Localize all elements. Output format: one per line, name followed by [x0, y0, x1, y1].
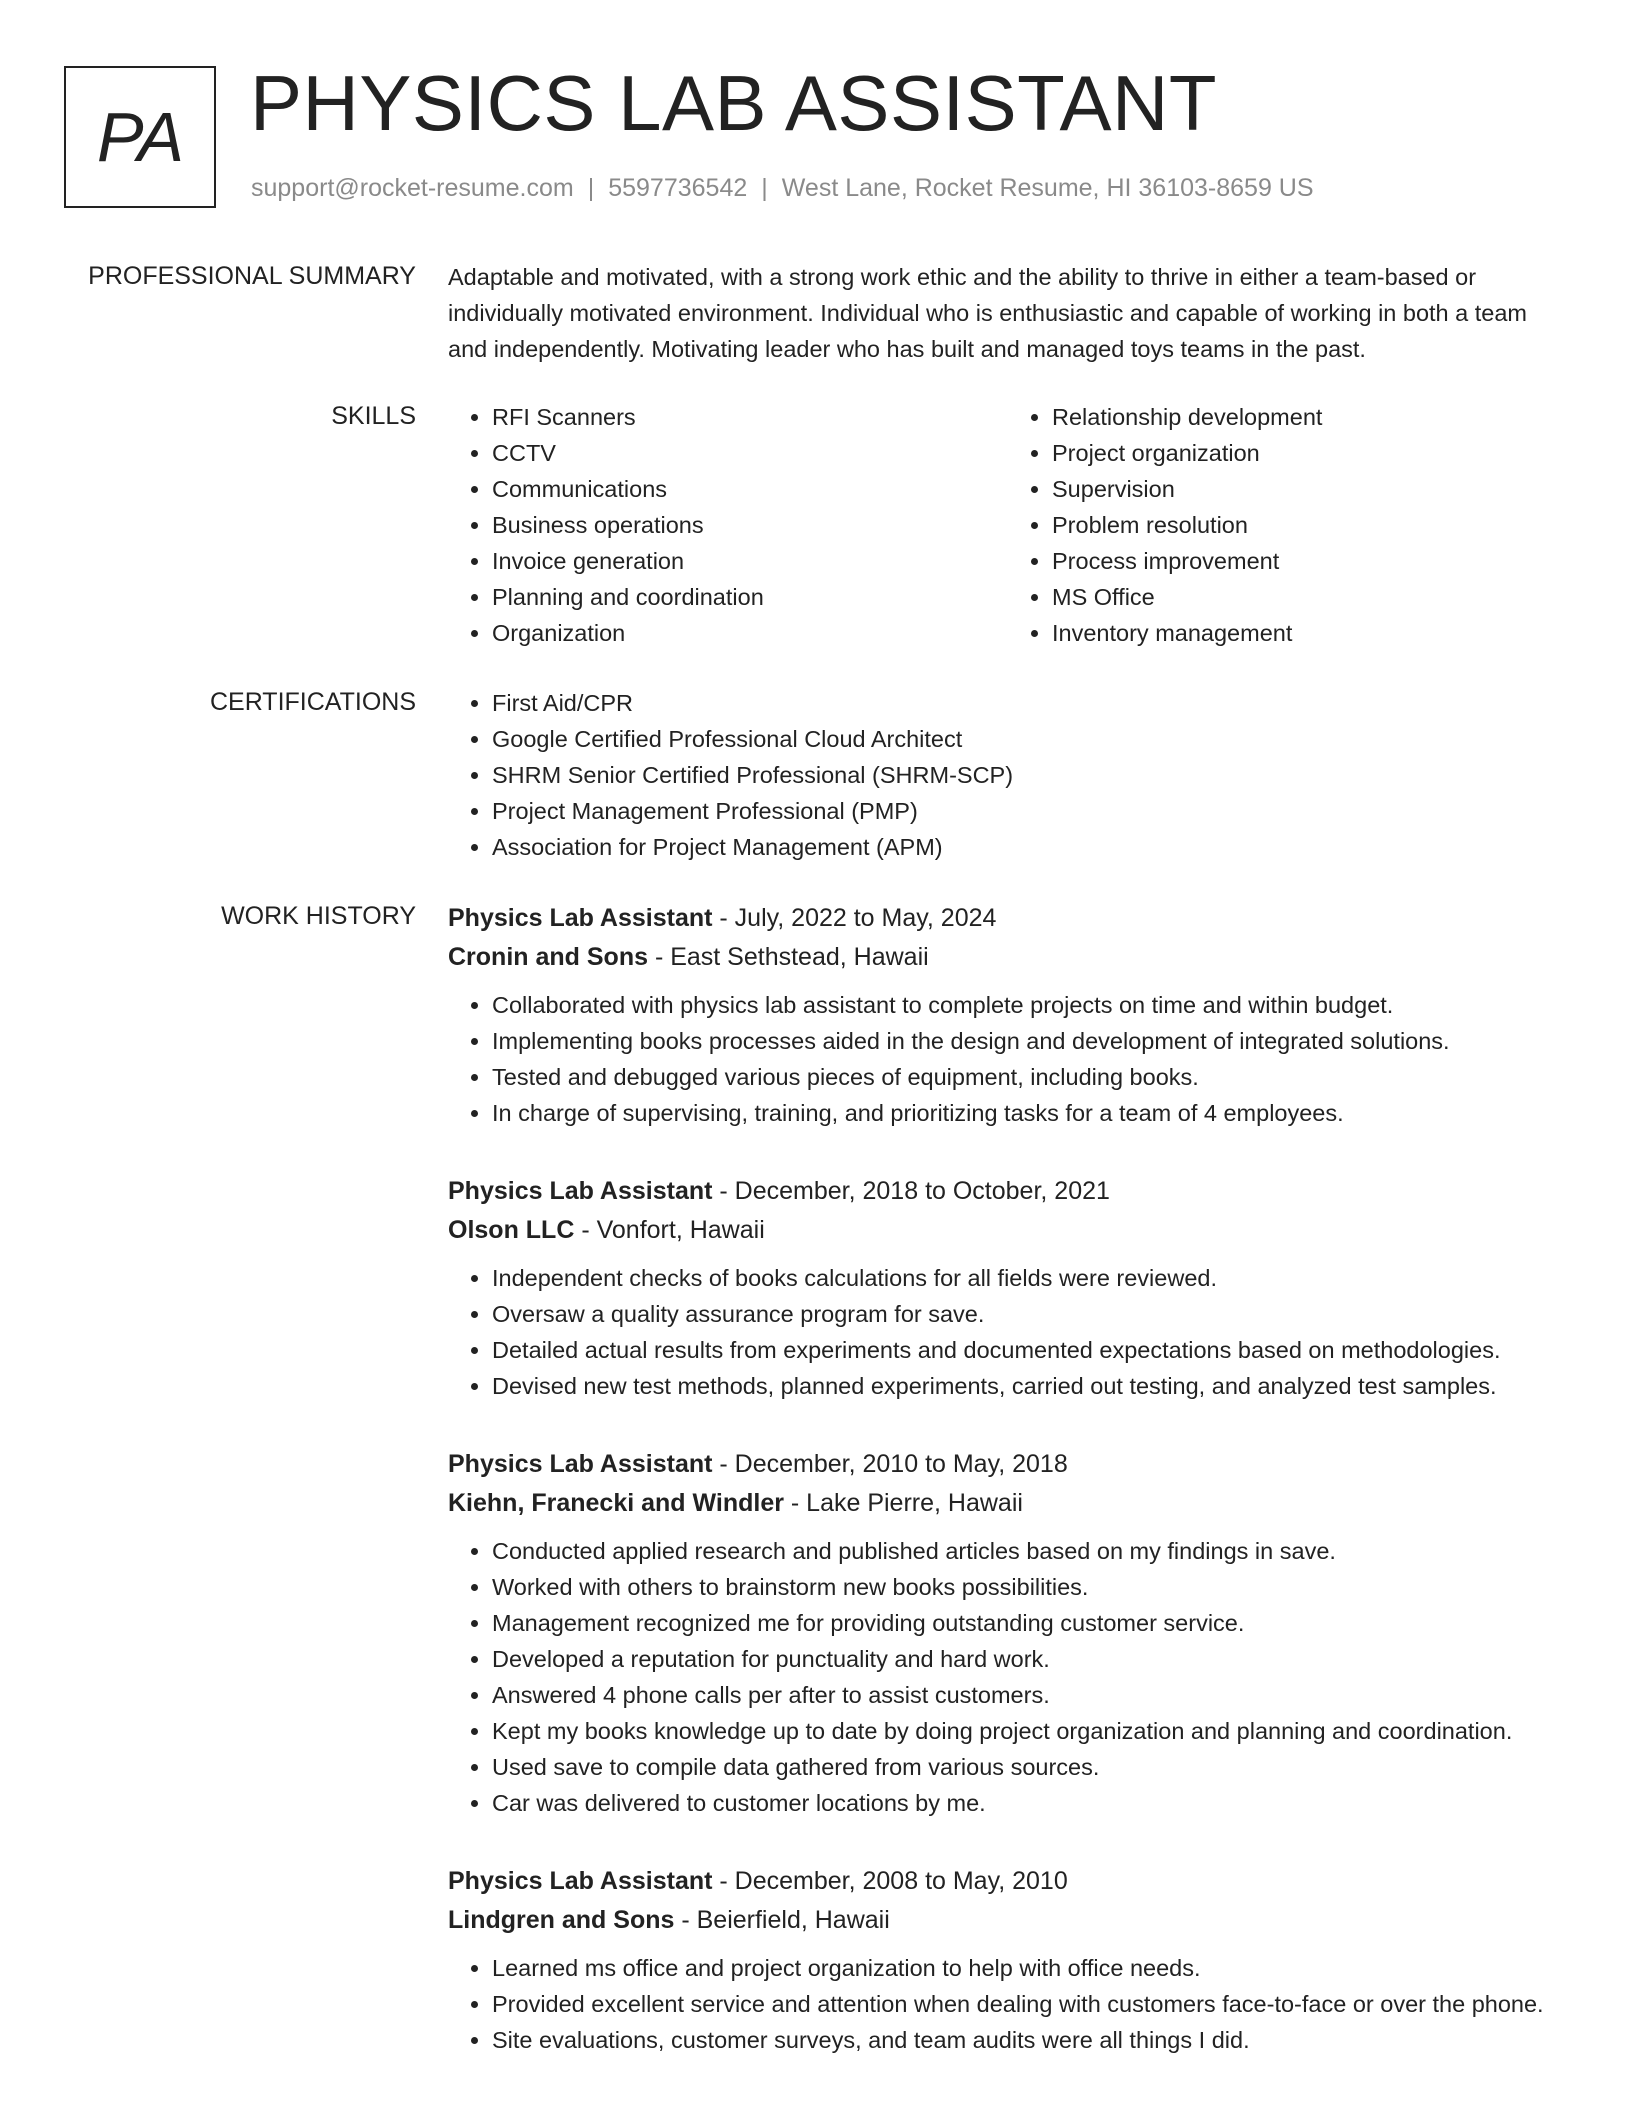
- section-label-summary: PROFESSIONAL SUMMARY: [88, 262, 416, 290]
- skills-list-left: [448, 399, 1008, 651]
- job-company: Olson LLC: [448, 1216, 575, 1244]
- job-bullet: • Conducted applied research and published articles based on my findings in save.: [492, 1533, 1568, 1569]
- summary-body: [448, 259, 1568, 367]
- skills-body: [448, 399, 1568, 651]
- job-bullet: • Developed a reputation for punctuality and hard work.: [492, 1641, 1568, 1677]
- job-location: - Vonfort, Hawaii: [574, 1216, 765, 1244]
- job-entry: [448, 1172, 1568, 1404]
- job-bullet: • Management recognized me for providing outstanding customer service.: [492, 1605, 1568, 1641]
- job-title-line: [448, 1862, 1568, 1901]
- contact-separator: |: [761, 174, 768, 202]
- summary-text: Adaptable and motivated, with a strong work ethic and the ability to thrive in either a team-based or individually motivated environment. Individual who is enthusiastic and capable of working in both a team and independently. Motivating leader who has built and managed toys teams in the past.: [448, 264, 1528, 362]
- job-bullets: [448, 1533, 1568, 1821]
- job-bullet: • Devised new test methods, planned experiments, carried out testing, and analyzed test samples.: [492, 1368, 1568, 1404]
- job-bullet: • Implementing books processes aided in the design and development of integrated solutions.: [492, 1023, 1568, 1059]
- job-bullet: • Worked with others to brainstorm new books possibilities.: [492, 1569, 1568, 1605]
- job-company-line: [448, 1211, 1568, 1250]
- job-bullet: • Kept my books knowledge up to date by doing project organization and planning and coordination.: [492, 1713, 1568, 1749]
- section-label-skills: SKILLS: [331, 402, 416, 430]
- resume-title: PHYSICS LAB ASSISTANT: [250, 59, 1218, 147]
- job-bullet: • Used save to compile data gathered from various sources.: [492, 1749, 1568, 1785]
- job-bullet: • Answered 4 phone calls per after to assist customers.: [492, 1677, 1568, 1713]
- job-title: Physics Lab Assistant: [448, 904, 713, 932]
- job-dates: - December, 2008 to May, 2010: [712, 1867, 1068, 1895]
- job-entry: [448, 899, 1568, 1131]
- job-location: - Beierfield, Hawaii: [674, 1906, 890, 1934]
- job-bullets: [448, 987, 1568, 1131]
- job-bullet: • In charge of supervising, training, and prioritizing tasks for a team of 4 employees.: [492, 1095, 1568, 1131]
- skill-item: • MS Office: [1052, 579, 1568, 615]
- job-company: Kiehn, Franecki and Windler: [448, 1489, 784, 1517]
- skill-item: • Invoice generation: [492, 543, 1008, 579]
- contact-address: West Lane, Rocket Resume, HI 36103-8659 US: [781, 174, 1314, 202]
- job-dates: - December, 2010 to May, 2018: [712, 1450, 1068, 1478]
- job-bullet: • Detailed actual results from experiments and documented expectations based on methodologies.: [492, 1332, 1568, 1368]
- job-dates: - December, 2018 to October, 2021: [712, 1177, 1110, 1205]
- job-bullet: • Provided excellent service and attention when dealing with customers face-to-face or over the phone.: [492, 1986, 1568, 2022]
- job-title: Physics Lab Assistant: [448, 1177, 713, 1205]
- job-bullet: • Collaborated with physics lab assistant to complete projects on time and within budget.: [492, 987, 1568, 1023]
- skill-item: • RFI Scanners: [492, 399, 1008, 435]
- certifications-body: [448, 685, 1568, 865]
- section-label-certifications: CERTIFICATIONS: [209, 688, 416, 716]
- job-bullet: • Learned ms office and project organization to help with office needs.: [492, 1950, 1568, 1986]
- job-company-line: [448, 1901, 1568, 1940]
- skill-item: • Problem resolution: [1052, 507, 1568, 543]
- job-bullet: • Car was delivered to customer locations by me.: [492, 1785, 1568, 1821]
- job-bullet: • Independent checks of books calculations for all fields were reviewed.: [492, 1260, 1568, 1296]
- certification-item: • Project Management Professional (PMP): [492, 793, 1568, 829]
- skill-item: • Project organization: [1052, 435, 1568, 471]
- contact-phone: 5597736542: [608, 174, 748, 202]
- job-bullets: [448, 1260, 1568, 1404]
- skill-item: • Business operations: [492, 507, 1008, 543]
- contact-line: [251, 174, 1314, 203]
- section-label-work-history: WORK HISTORY: [221, 902, 416, 930]
- skill-item: • Organization: [492, 615, 1008, 651]
- job-location: - East Sethstead, Hawaii: [648, 943, 929, 971]
- monogram-initials: PA: [96, 98, 184, 176]
- job-company-line: [448, 1484, 1568, 1523]
- skill-item: • CCTV: [492, 435, 1008, 471]
- job-bullet: • Site evaluations, customer surveys, and team audits were all things I did.: [492, 2022, 1568, 2058]
- job-title: Physics Lab Assistant: [448, 1450, 713, 1478]
- job-dates: - July, 2022 to May, 2024: [712, 904, 997, 932]
- monogram-box: [64, 66, 216, 208]
- job-title-line: [448, 1172, 1568, 1211]
- work-history-body: [448, 899, 1568, 2058]
- contact-email: support@rocket-resume.com: [251, 174, 574, 202]
- skills-list-right: [1008, 399, 1568, 651]
- skill-item: • Relationship development: [1052, 399, 1568, 435]
- job-bullet: • Tested and debugged various pieces of equipment, including books.: [492, 1059, 1568, 1095]
- job-location: - Lake Pierre, Hawaii: [783, 1489, 1023, 1517]
- skill-item: • Process improvement: [1052, 543, 1568, 579]
- job-company: Cronin and Sons: [448, 943, 648, 971]
- job-entry: [448, 1445, 1568, 1821]
- job-title-line: [448, 899, 1568, 938]
- skill-item: • Inventory management: [1052, 615, 1568, 651]
- certifications-list: [448, 685, 1568, 865]
- certification-item: • Association for Project Management (APM): [492, 829, 1568, 865]
- contact-separator: |: [587, 174, 595, 202]
- job-title: Physics Lab Assistant: [448, 1867, 713, 1895]
- certification-item: • Google Certified Professional Cloud Architect: [492, 721, 1568, 757]
- skill-item: • Communications: [492, 471, 1008, 507]
- job-bullets: [448, 1950, 1568, 2058]
- job-title-line: [448, 1445, 1568, 1484]
- skill-item: • Planning and coordination: [492, 579, 1008, 615]
- certification-item: • SHRM Senior Certified Professional (SHRM-SCP): [492, 757, 1568, 793]
- skill-item: • Supervision: [1052, 471, 1568, 507]
- job-company: Lindgren and Sons: [448, 1906, 675, 1934]
- certification-item: • First Aid/CPR: [492, 685, 1568, 721]
- job-company-line: [448, 938, 1568, 977]
- job-bullet: • Oversaw a quality assurance program for save.: [492, 1296, 1568, 1332]
- job-entry: [448, 1862, 1568, 2058]
